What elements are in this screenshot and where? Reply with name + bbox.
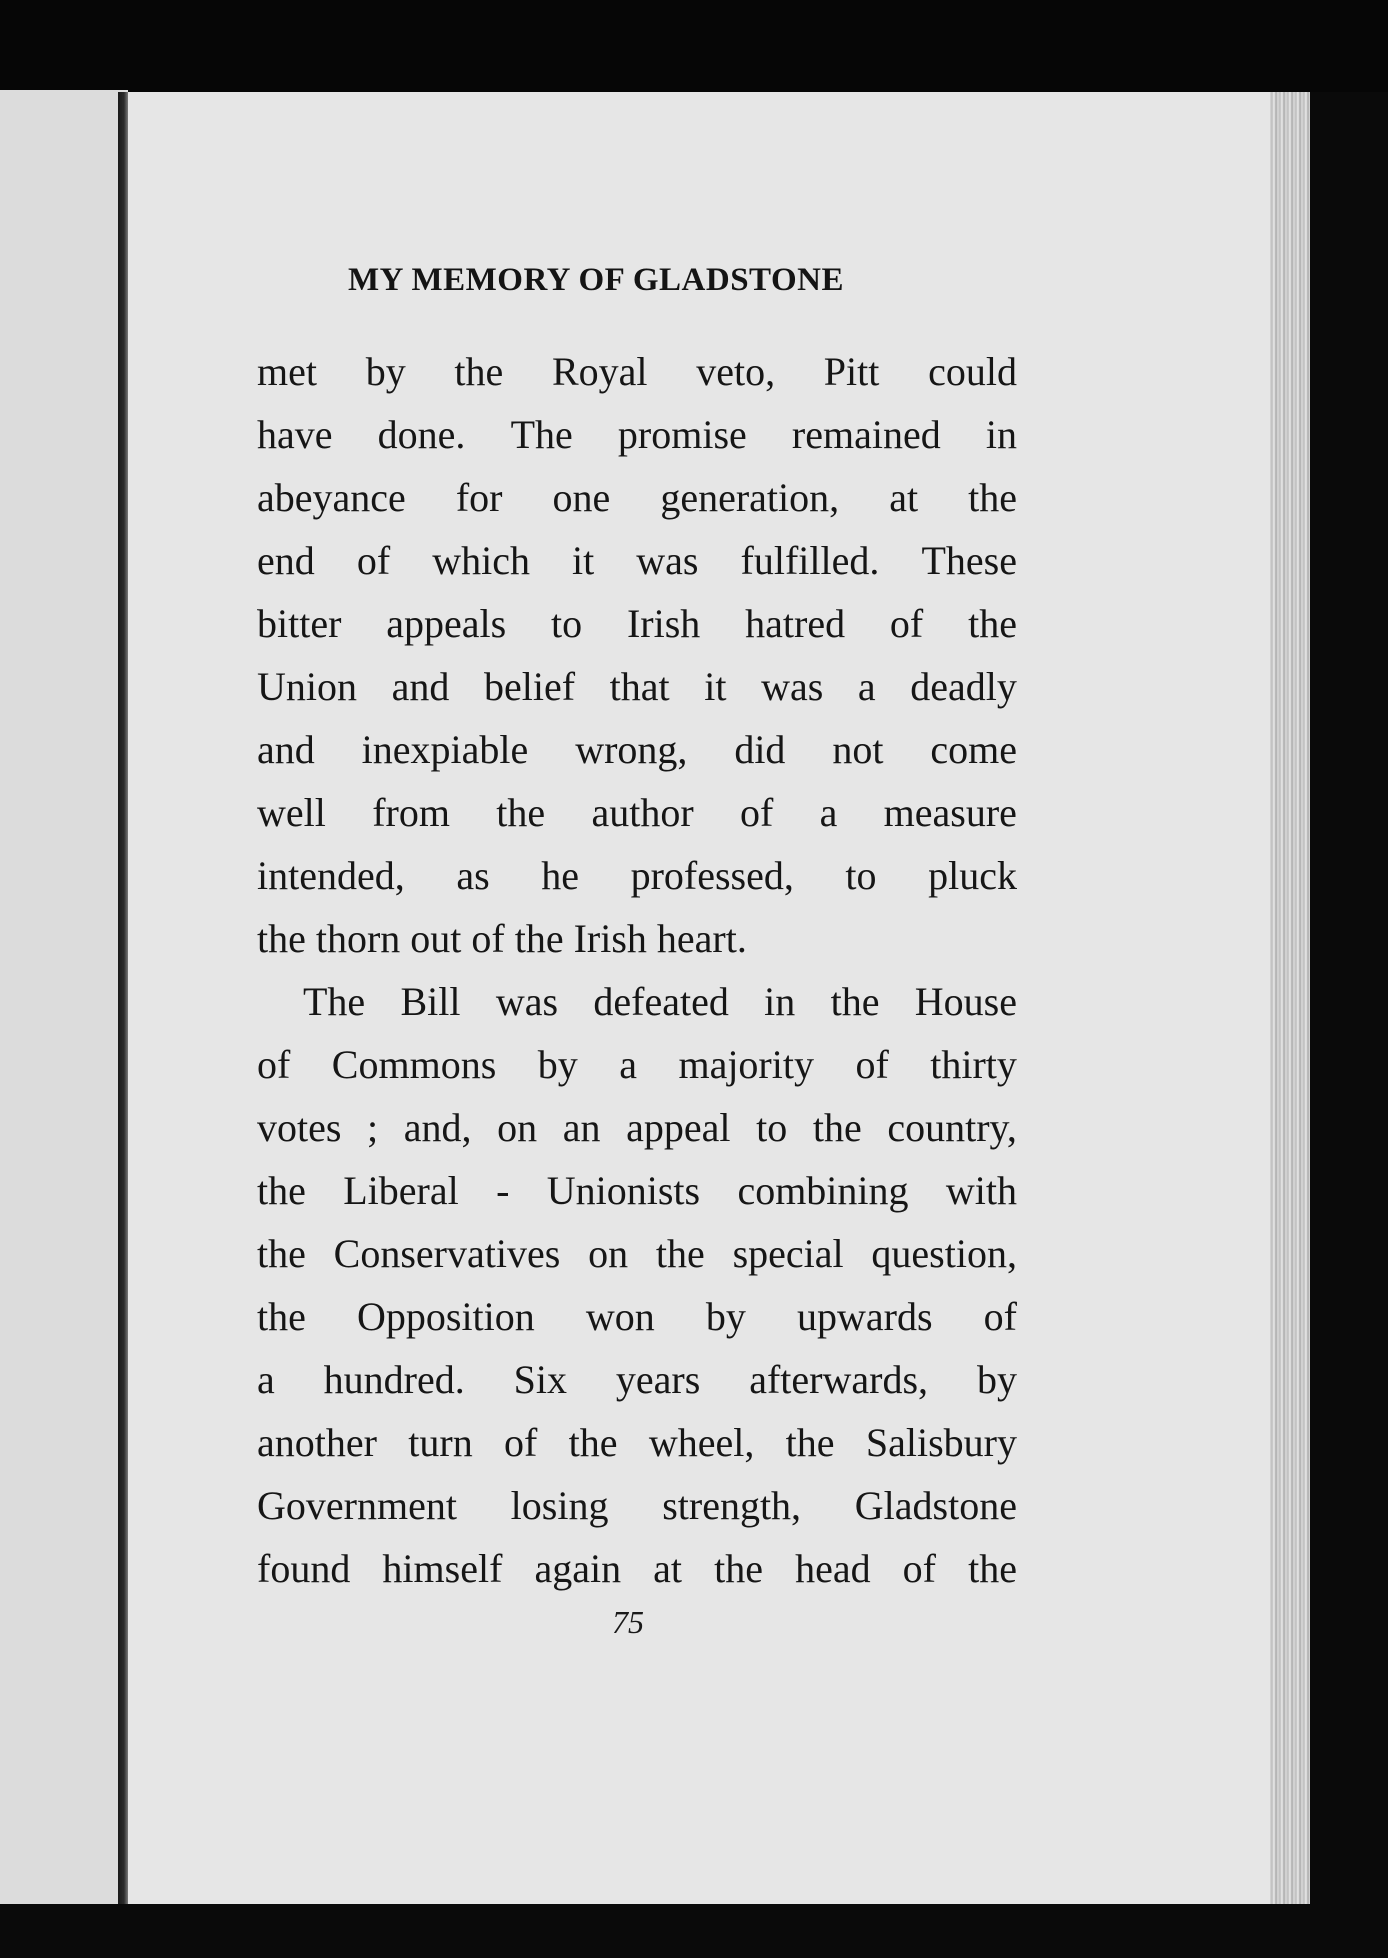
text-line <box>257 1537 1017 1600</box>
word: a <box>257 1357 275 1402</box>
word: special <box>732 1231 844 1276</box>
word: well <box>257 790 326 835</box>
word: the <box>568 1420 618 1465</box>
word: losing <box>510 1483 609 1528</box>
scan-bottom-border <box>0 1904 1388 1958</box>
word: he <box>541 853 579 898</box>
word: to <box>756 1105 788 1150</box>
word: of <box>902 1546 936 1591</box>
word: on <box>588 1231 629 1276</box>
word: House <box>914 979 1017 1024</box>
word: votes <box>257 1105 342 1150</box>
word: of <box>983 1294 1017 1339</box>
word: pluck <box>928 853 1017 898</box>
text-line <box>257 844 1017 907</box>
word: belief <box>483 664 576 709</box>
word: another <box>257 1420 377 1465</box>
word: of <box>855 1042 889 1087</box>
word: a <box>619 1042 637 1087</box>
word: have <box>257 412 333 457</box>
word: promise <box>617 412 747 457</box>
word: done. <box>377 412 466 457</box>
word: of <box>504 1420 538 1465</box>
word: the <box>496 790 546 835</box>
word: was <box>761 664 824 709</box>
word: the <box>785 1420 835 1465</box>
word: an <box>562 1105 601 1150</box>
word: Salisbury <box>865 1420 1017 1465</box>
word: could <box>928 349 1017 394</box>
word: at <box>889 475 919 520</box>
facing-page-edge <box>0 90 128 1914</box>
word: on <box>497 1105 538 1150</box>
word: Conservatives <box>333 1231 561 1276</box>
word: in <box>985 412 1017 457</box>
word: Commons <box>331 1042 497 1087</box>
word: Six <box>513 1357 568 1402</box>
word: in <box>764 979 796 1024</box>
word: at <box>653 1546 683 1591</box>
paragraph <box>257 340 1017 970</box>
word: deadly <box>910 664 1017 709</box>
word: the <box>655 1231 705 1276</box>
word: the <box>257 1231 306 1276</box>
word: generation, <box>660 475 840 520</box>
text-line <box>257 1411 1017 1474</box>
word: defeated <box>593 979 729 1024</box>
word: end <box>257 538 315 583</box>
word: wheel, <box>648 1420 755 1465</box>
text-line <box>257 592 1017 655</box>
word: by <box>976 1357 1017 1402</box>
word: found <box>257 1546 351 1591</box>
word: measure <box>883 790 1017 835</box>
scan-top-border <box>0 0 1388 92</box>
running-head: MY MEMORY OF GLADSTONE <box>348 262 844 298</box>
word: strength, <box>662 1483 802 1528</box>
word: to <box>845 853 877 898</box>
body-text <box>257 340 1017 1600</box>
word: Gladstone <box>854 1483 1017 1528</box>
word: that <box>609 664 670 709</box>
word: was <box>495 979 559 1024</box>
word: inexpiable <box>361 727 529 772</box>
word: one <box>552 475 611 520</box>
page-stack-edge <box>1270 92 1310 1904</box>
word: abeyance <box>257 475 406 520</box>
word: afterwards, <box>749 1357 929 1402</box>
word: Bill <box>400 979 461 1024</box>
book-spine <box>118 92 128 1908</box>
text-line <box>257 1222 1017 1285</box>
word: head <box>795 1546 871 1591</box>
word: the <box>454 349 504 394</box>
word: remained <box>791 412 941 457</box>
word: come <box>930 727 1017 772</box>
text-line: the thorn out of the Irish heart. <box>257 916 747 961</box>
word: wrong, <box>575 727 688 772</box>
scan-right-border <box>1310 92 1388 1958</box>
word: hatred <box>745 601 846 646</box>
word: fulfilled. <box>740 538 880 583</box>
word: of <box>356 538 391 583</box>
word: Pitt <box>823 349 880 394</box>
word: it <box>572 538 595 583</box>
paragraph <box>257 970 1017 1600</box>
word: upwards <box>797 1294 933 1339</box>
word: - <box>496 1168 510 1213</box>
text-line <box>257 403 1017 466</box>
text-line <box>257 1159 1017 1222</box>
word: hundred. <box>323 1357 465 1402</box>
word: Government <box>257 1483 457 1528</box>
word: by <box>705 1294 746 1339</box>
word: of <box>739 790 774 835</box>
text-line <box>257 466 1017 529</box>
word: won <box>585 1294 655 1339</box>
text-line <box>257 970 1017 1033</box>
word: not <box>832 727 884 772</box>
word: met <box>257 349 317 394</box>
word: and, <box>403 1105 472 1150</box>
word: of <box>889 601 924 646</box>
word: Liberal <box>343 1168 459 1213</box>
word: Irish <box>626 601 701 646</box>
word: Royal <box>551 349 648 394</box>
text-line <box>257 529 1017 592</box>
word: to <box>551 601 583 646</box>
word: question, <box>871 1231 1017 1276</box>
word: a <box>857 664 876 709</box>
word: himself <box>382 1546 503 1591</box>
text-line <box>257 340 1017 403</box>
word: and <box>257 727 315 772</box>
word: the <box>257 1168 306 1213</box>
word: the <box>812 1105 862 1150</box>
word: was <box>636 538 699 583</box>
word: bitter <box>257 601 342 646</box>
word: appeal <box>626 1105 731 1150</box>
text-line <box>257 1033 1017 1096</box>
word: again <box>534 1546 622 1591</box>
word: professed, <box>630 853 794 898</box>
word: intended, <box>257 853 405 898</box>
text-line <box>257 655 1017 718</box>
word: by <box>537 1042 578 1087</box>
word: the <box>968 475 1017 520</box>
word: The <box>510 412 573 457</box>
word: appeals <box>386 601 507 646</box>
word: These <box>921 538 1017 583</box>
word: Unionists <box>546 1168 701 1213</box>
word: which <box>432 538 530 583</box>
word: for <box>455 475 503 520</box>
word: Union <box>257 664 357 709</box>
text-line <box>257 1096 1017 1159</box>
text-line <box>257 1474 1017 1537</box>
word: thirty <box>930 1042 1017 1087</box>
text-line <box>257 1285 1017 1348</box>
word: the <box>968 601 1017 646</box>
word: years <box>615 1357 701 1402</box>
word: veto, <box>696 349 776 394</box>
word: The <box>303 979 366 1024</box>
page-number: 75 <box>612 1604 644 1640</box>
word: did <box>734 727 786 772</box>
text-line <box>257 718 1017 781</box>
text-line <box>257 1348 1017 1411</box>
word: by <box>365 349 406 394</box>
word: a <box>819 790 838 835</box>
word: the <box>257 1294 306 1339</box>
word: the <box>714 1546 763 1591</box>
word: as <box>456 853 490 898</box>
word: combining <box>737 1168 909 1213</box>
word: it <box>704 664 727 709</box>
word: with <box>945 1168 1017 1213</box>
word: majority <box>678 1042 814 1087</box>
word: ; <box>367 1105 379 1150</box>
word: of <box>257 1042 291 1087</box>
word: author <box>591 790 694 835</box>
word: turn <box>408 1420 473 1465</box>
word: the <box>968 1546 1017 1591</box>
word: the <box>830 979 880 1024</box>
word: Opposition <box>356 1294 535 1339</box>
text-line <box>257 781 1017 844</box>
word: from <box>372 790 450 835</box>
word: and <box>391 664 450 709</box>
word: country, <box>887 1105 1017 1150</box>
